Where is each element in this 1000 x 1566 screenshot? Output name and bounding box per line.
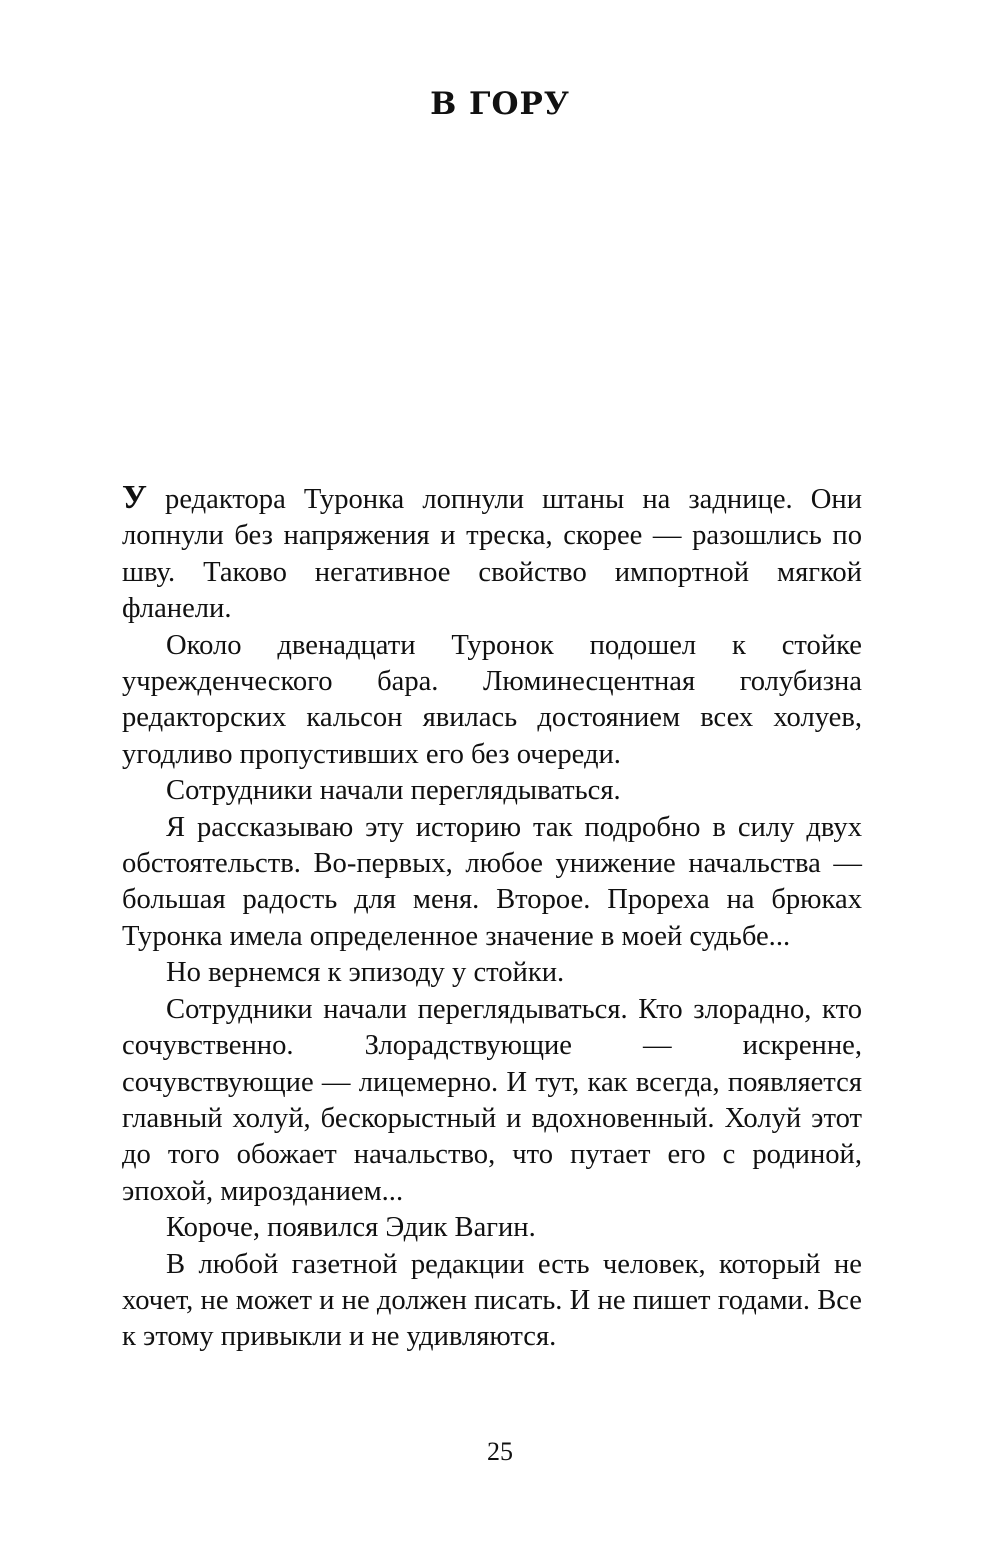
- paragraph-2: Около двенадцати Туронок подошел к стойке учрежденческого бара. Люминесцентная голубизна редакторских кальсон явилась достоянием всех холуев, угодливо пропустивших его без очереди.: [122, 629, 862, 770]
- paragraph-4: Я рассказываю эту историю так подробно в силу двух обстоятельств. Во-первых, любое унижение начальства — большая радость для меня. Второе. Прореха на брюках Туронка имела определенное значение в моей судьбе...: [122, 811, 862, 952]
- paragraph-8: В любой газетной редакции есть человек, который не хочет, не может и не должен писать. И не пишет годами. Все к этому привыкли и не удивляются.: [122, 1248, 862, 1353]
- paragraph-6: Сотрудники начали переглядываться. Кто злорадно, кто сочувственно. Злорадствующие — искренне, сочувствующие — лицемерно. И тут, как всегда, появляется главный холуй, бескорыстный и вдохновенный. Холуй этот до того обожает начальство, что путает его с родиной, эпохой, мирозданием...: [122, 993, 862, 1207]
- initial-letter: У: [122, 479, 147, 516]
- paragraph-7: Короче, появился Эдик Вагин.: [166, 1212, 536, 1244]
- chapter-body: [122, 480, 862, 1356]
- paragraph-1: [122, 480, 862, 628]
- chapter-title: В ГОРУ: [430, 86, 570, 122]
- paragraph-3: Сотрудники начали переглядываться.: [166, 775, 621, 807]
- paragraph-5: Но вернемся к эпизоду у стойки.: [166, 957, 565, 989]
- page-number: 25: [487, 1437, 513, 1466]
- paragraph-1-text: редактора Туронка лопнули штаны на заднице. Они лопнули без напряжения и треска, скорее — разошлись по шву. Таково негативное свойство импортной мягкой фланели.: [122, 484, 862, 625]
